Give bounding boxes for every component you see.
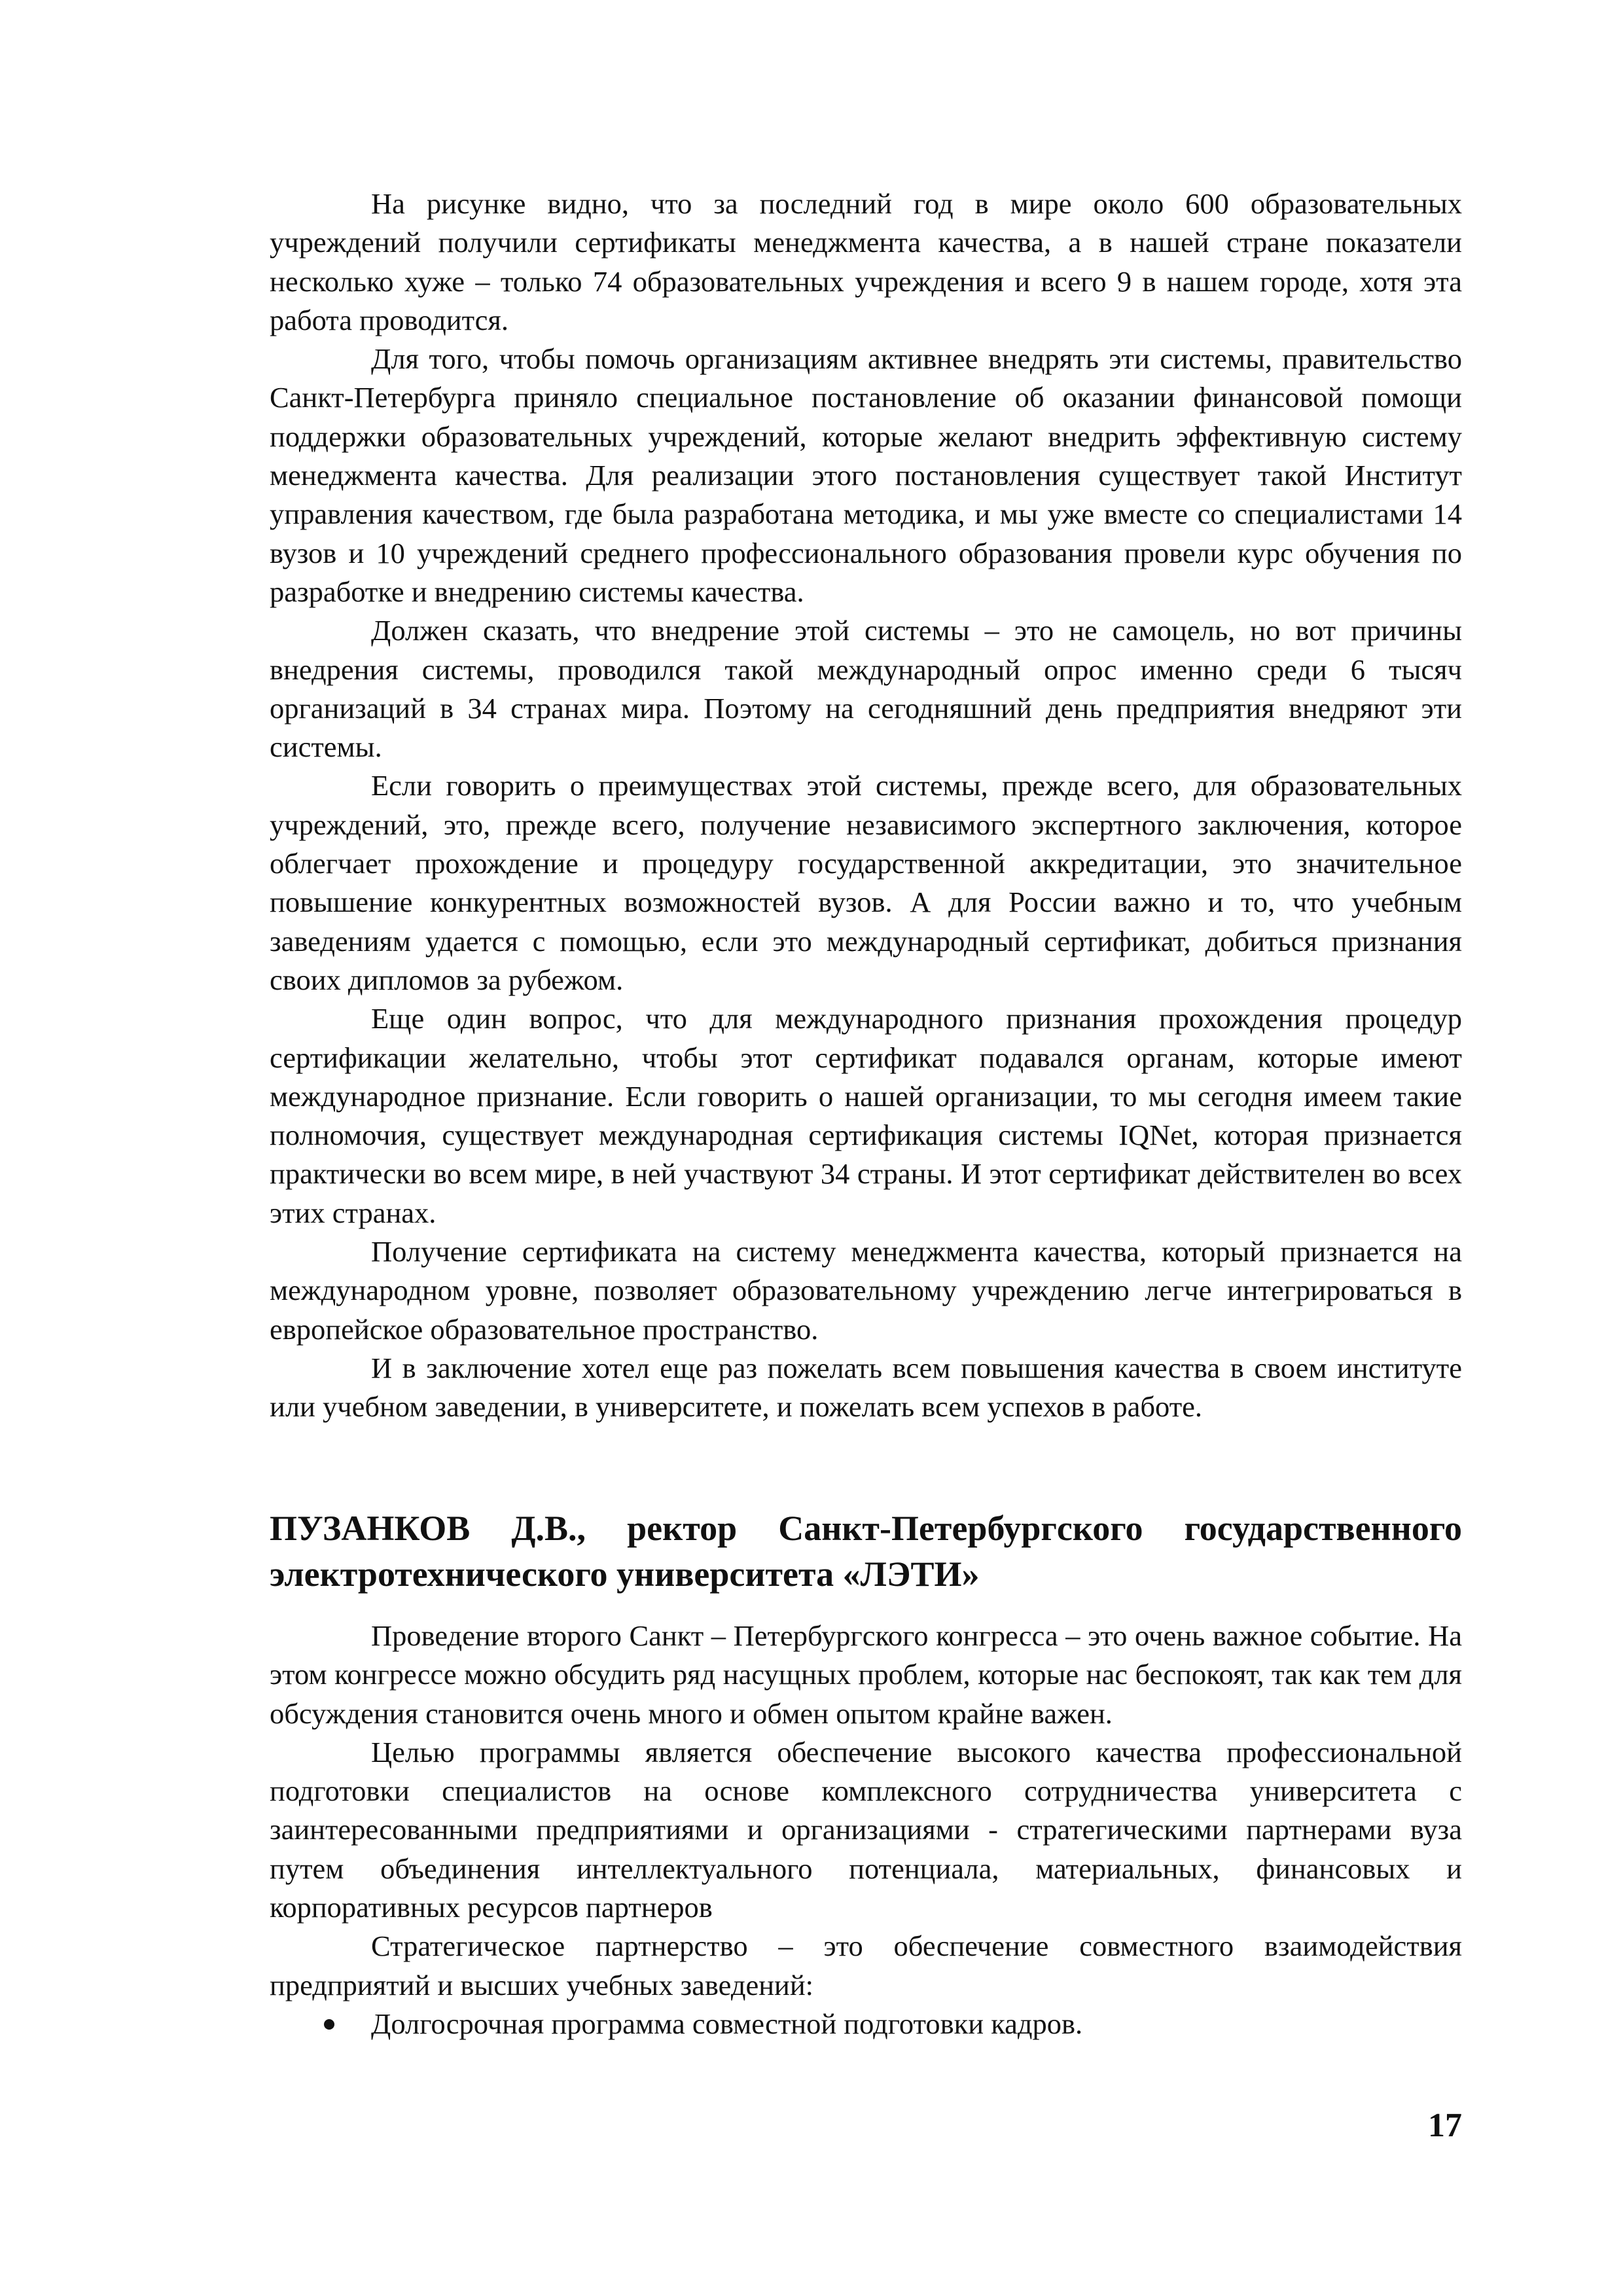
paragraph: Стратегическое партнерство – это обеспечение совместного взаимодействия предприятий и высших учебных заведений: (270, 1929, 1462, 2001)
body-text-section-1 (270, 185, 1462, 1427)
paragraph: На рисунке видно, что за последний год в мире около 600 образовательных учреждений получили сертификаты менеджмента качества, а в нашей стране показатели несколько хуже – только 74 образовательных учреждения и всего 9 в нашем городе, хотя эта работа проводится. (270, 187, 1462, 336)
paragraph: Для того, чтобы помочь организациям активнее внедрять эти системы, правительство Санкт-Петербурга приняло специальное постановление об оказании финансовой помощи поддержки образовательных учреждений, которые желают внедрить эффективную систему менеджмента качества. Для реализации этого постановления существует такой Институт управления качеством, где была разработана методика, и мы уже вместе со специалистами 14 вузов и 10 учреждений среднего профессионального образования провели курс обучения по разработке и внедрению системы качества. (270, 342, 1462, 608)
paragraph: Если говорить о преимуществах этой системы, прежде всего, для образовательных учреждений, это, прежде всего, получение независимого экспертного заключения, которое облегчает прохождение и процедуру государственной аккредитации, это значительное повышение конкурентных возможностей вузов. А для России важно и то, что учебным заведениям удается с помощью, если это международный сертификат, добиться признания своих дипломов за рубежом. (270, 769, 1462, 996)
bullet-list (270, 2005, 1462, 2043)
paragraph: Целью программы является обеспечение высокого качества профессиональной подготовки специалистов на основе комплексного сотрудничества университета с заинтересованными предприятиями и организациями - стратегическими партнерами вуза путем объединения интеллектуального потенциала, материальных, финансовых и корпоративных ресурсов партнеров (270, 1735, 1462, 1924)
paragraph: Должен сказать, что внедрение этой системы – это не самоцель, но вот причины внедрения системы, проводился такой международный опрос именно среди 6 тысяч организаций в 34 странах мира. Поэтому на сегодняшний день предприятия внедряют эти системы. (270, 614, 1462, 764)
paragraph: Еще один вопрос, что для международного признания прохождения процедур сертификации желательно, чтобы этот сертификат подавался органам, которые имеют международное признание. Если говорить о нашей организации, то мы сегодня имеем такие полномочия, существует международная сертификация системы IQNet, которая признается практически во всем мире, в ней участвуют 34 страны. И этот сертификат действителен во всех этих странах. (270, 1002, 1462, 1229)
paragraph: Получение сертификата на систему менеджмента качества, который признается на международном уровне, позволяет образовательному учреждению легче интегрироваться в европейское образовательное пространство. (270, 1235, 1462, 1346)
page-number: 17 (1428, 2107, 1462, 2144)
list-item (270, 2005, 1462, 2043)
list-item-text: Долгосрочная программа совместной подготовки кадров. (371, 2007, 1083, 2040)
body-text-section-2 (270, 1617, 1462, 2043)
paragraph: Проведение второго Санкт – Петербургского конгресса – это очень важное событие. На этом конгрессе можно обсудить ряд насущных проблем, которые нас беспокоят, так как тем для обсуждения становится очень много и обмен опытом крайне важен. (270, 1619, 1462, 1730)
section-heading: ПУЗАНКОВ Д.В., ректор Санкт-Петербургского государственного электротехнического университета «ЛЭТИ» (270, 1509, 1462, 1594)
paragraph: И в заключение хотел еще раз пожелать всем повышения качества в своем институте или учебном заведении, в университете, и пожелать всем успехов в работе. (270, 1351, 1462, 1424)
bullet-icon (324, 2019, 334, 2030)
